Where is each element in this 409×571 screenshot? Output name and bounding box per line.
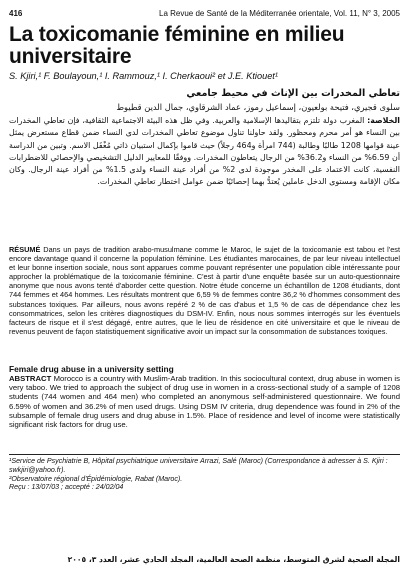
arabic-abstract-text: المغرب دولة تلتزم بتقاليدها الإسلامية والعربية. وفي ظل هذه البيئة الاجتماعية الثقافية، فإن تعاطي المخدرات بين النساء هو أمر محرم ومحظور. ولقد حاولنا تناول موضوع تعاطي المخدرات لدى النساء ضمن قطاع مستعرض يمثل عينة قوامها 1208 طالبًا وطالبة (744 امرأة و464 رجلاً) حيث قاموا بإكمال استبيان ذاتي مُغْفَل الاسم. وتبين من الدراسة أن 6.59% من النساء و36.2% من الرجال يتعاطون المخدرات. ووفقًا للمعايير الدليل التشخيصي والإحصائي للاضطرابات النفسية، كانت الاعتماد على المخدر موجودة لدى 2% من أفراد عينة النساء ولدى 1.5% من أفراد عينة الرجال. وكان مكان الإقامة ومستوى الدخل عاملين يُعتدُّ بهما إحصائيًا ضمن عوامل اختطار تعاطي المخدرات. (9, 116, 400, 187)
english-abstract (9, 374, 400, 448)
arabic-abstract (9, 115, 400, 239)
english-title: Female drug abuse in a university setting (9, 364, 174, 374)
english-abstract-text: Morocco is a country with Muslim-Arab tradition. In this sociocultural context, drug abuse in women is very taboo. We tried to approach the subject of drug use in women in a cross-sectional study of a sample of 1208 students (744 women and 464 men) who completed an anonymous self-administered questionnaire. We found 6.59% of women and 36.2% of men used drugs. Using DSM IV criteria, drug dependence was found in 2% of the subsample of female drug users and drug abuse in 1.5%. Place of residence and level of income were statistically significant risk factors for drug use. (9, 374, 400, 430)
page-number: 416 (9, 9, 23, 18)
journal-citation: La Revue de Santé de la Méditerranée orientale, Vol. 11, N° 3, 2005 (159, 9, 400, 18)
arabic-running-footer: المجلة الصحية لشرق المتوسط، منظمة الصحة العالمية، المجلد الحادي عشر، العدد ٣، ٢٠٠٥ (67, 555, 400, 564)
arabic-authors: سلوى قجيري، فتيحة بولعيون، إسماعيل رموز، عماد الشرقاوي، جمال الدين قطيوط (116, 102, 400, 112)
resume-text: Dans un pays de tradition arabo-musulmane comme le Maroc, le sujet de la toxicomanie est tabou et l'est encore davantage quand il concerne la population féminine. Les étudiantes marocaines, de par leur niveau intellectuel et leur bonne insertion sociale, nous sont apparues comme pouvant représenter une population cible intéressante pour approcher la problématique de la toxicomanie féminine. C'est à partir d'une enquête basée sur un auto-questionnaire anonyme que nous avons tenté d'aborder cette question. Notre étude concerne un échantillon de 1208 étudiants, dont 744 femmes et 464 hommes. Les résultats montrent que 6,59 % de femmes contre 36,2 % d'hommes consomment des substances toxiques. Par ailleurs, nous avons repéré 2 % de cas d'abus et 1,5 % de cas de dépendance chez les consommatrices, selon les critères diagnostiques du DSM-IV. Enfin, nous nous sommes interrogés sur les éventuels facteurs de risque et il s'est dégagé, entre autres, que le lieu de résidence en cité universitaire et que le niveau de revenus peuvent de façon statistiquement significative avoir un impact sur la consommation de substances toxiques. (9, 245, 400, 336)
resume-lead: RÉSUMÉ (9, 245, 41, 254)
received-accepted-dates: Reçu : 13/07/03 ; accepté : 24/02/04 (9, 483, 124, 492)
running-header (9, 0, 400, 19)
footnote-affiliation-1: ¹Service de Psychiatrie B, Hôpital psychiatrique universitaire Arrazi, Salé (Maroc) (Correspondance à adresser à S. Kjiri : swkjiri@yahoo.fr). (9, 457, 388, 474)
footnote-divider (9, 454, 400, 455)
footnotes (9, 457, 400, 492)
english-abstract-lead: ABSTRACT (9, 374, 52, 383)
article-title: La toxicomanie féminine en milieu universitaire (9, 23, 345, 68)
author-list: S. Kjiri,¹ F. Boulayoun,¹ I. Rammouz,¹ I. Cherkaoui² et J.E. Ktiouet¹ (9, 71, 278, 81)
french-abstract (9, 245, 400, 358)
arabic-abstract-lead: الخلاصة: (367, 116, 400, 125)
arabic-title: تعاطي المخدرات بين الإناث في محيط جامعي (186, 88, 400, 99)
footnote-affiliation-2: ²Observatoire régional d'Épidémiologie, Rabat (Maroc). (9, 474, 183, 483)
